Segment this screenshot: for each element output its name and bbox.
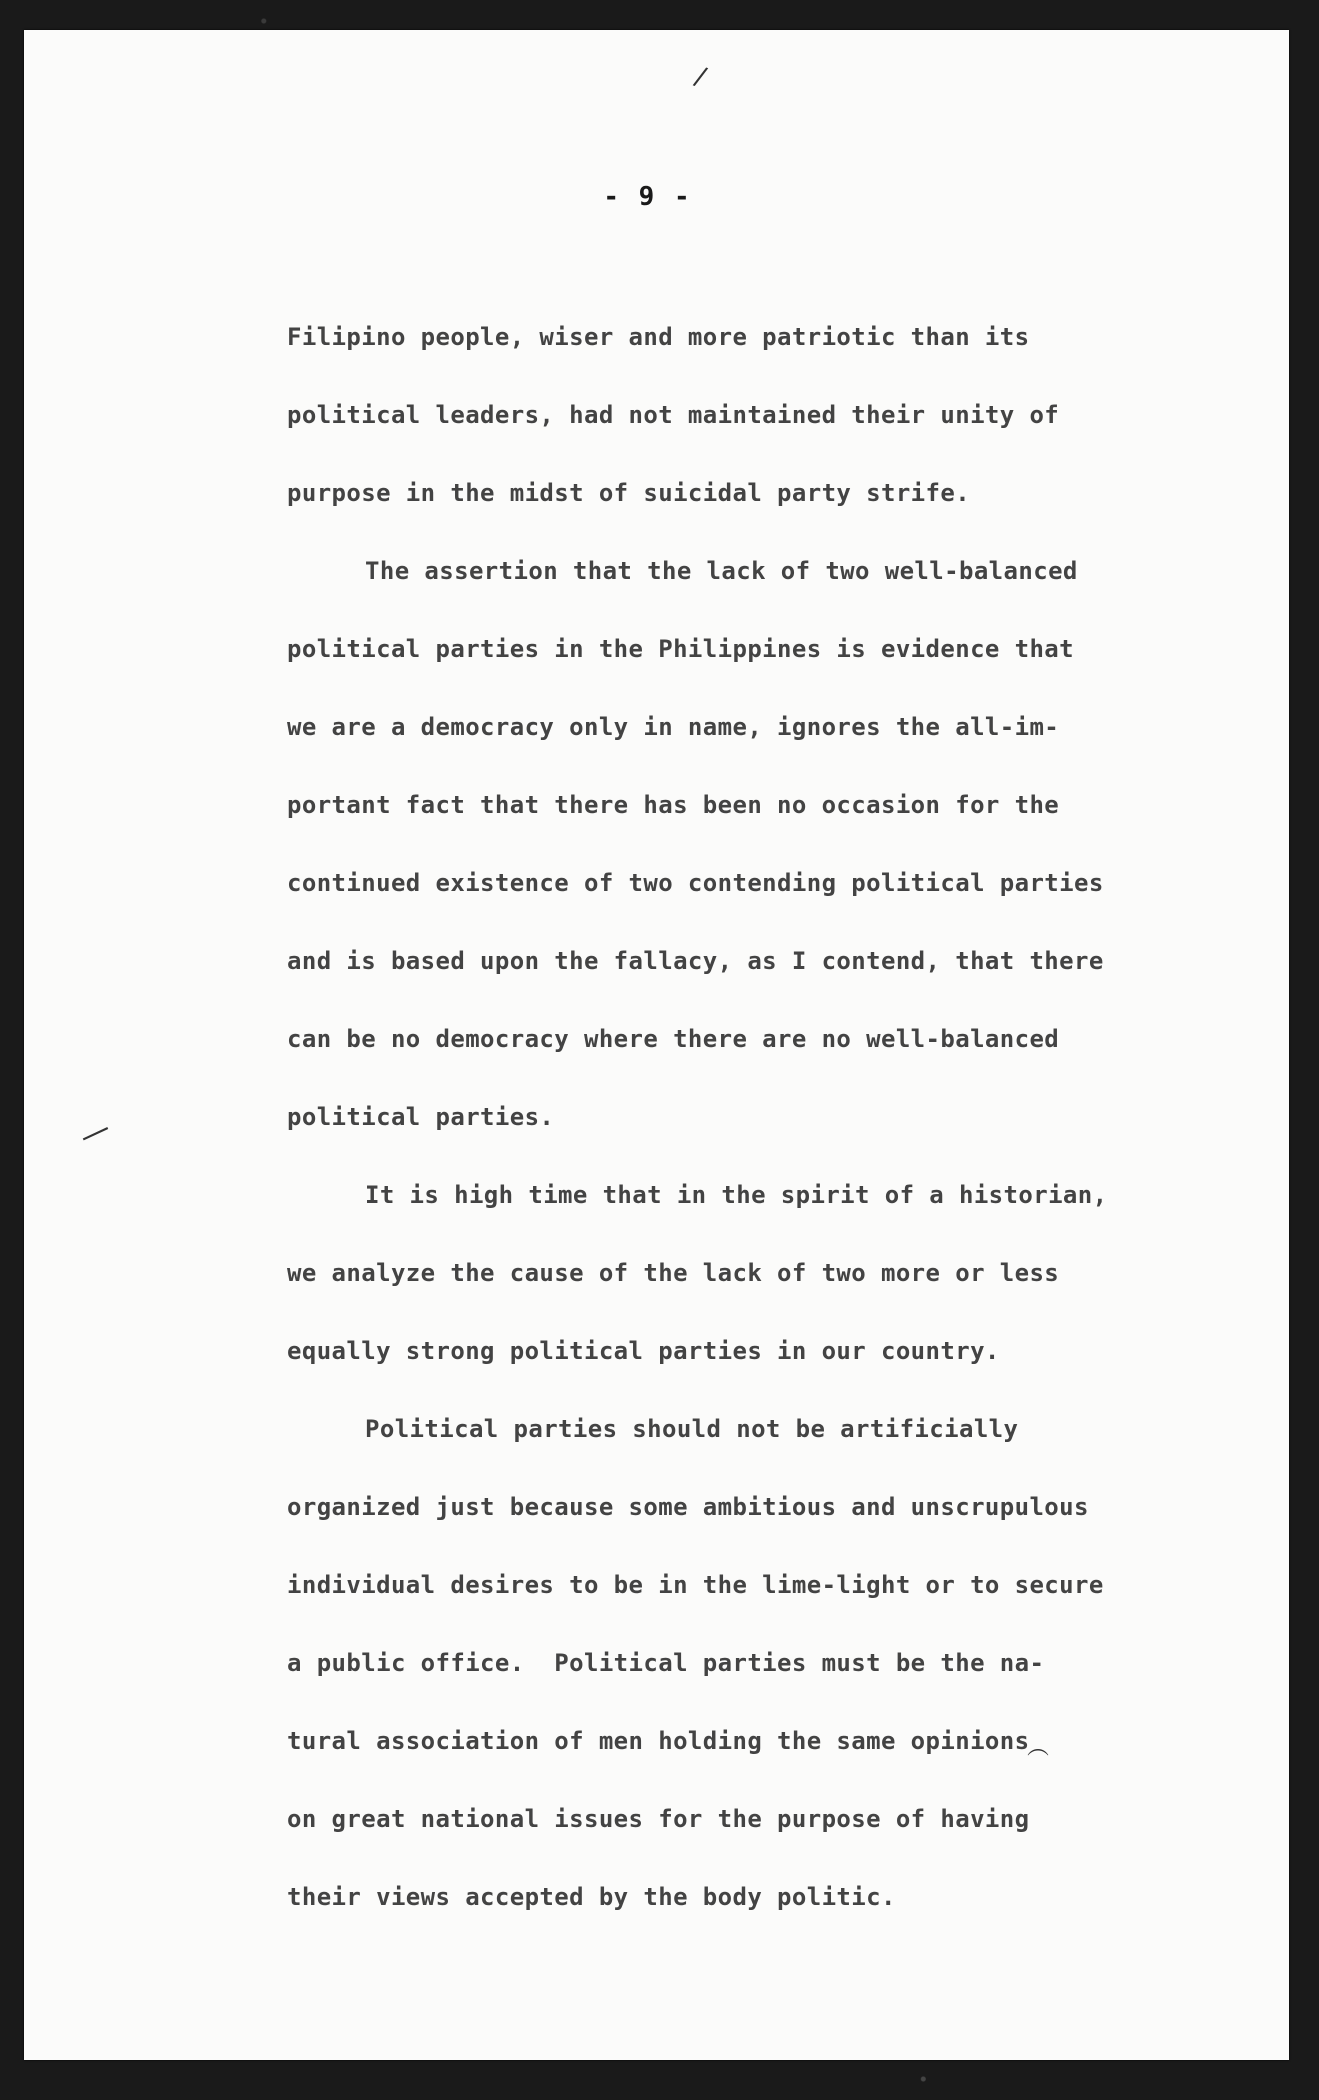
text-line: on great national issues for the purpose of having	[287, 1805, 1030, 1833]
paragraph-first-line: Political parties should not be artificially	[365, 1415, 1019, 1443]
document-page	[24, 30, 1289, 2060]
body-text	[287, 312, 1187, 1950]
text-line: can be no democracy where there are no well-balanced	[287, 1025, 1060, 1053]
text-line: organized just because some ambitious and unscrupulous	[287, 1493, 1089, 1521]
page-number: - 9 -	[603, 182, 692, 212]
margin-tick-mark: /	[691, 61, 710, 93]
text-line: portant fact that there has been no occasion for the	[287, 791, 1060, 819]
text-line: Filipino people, wiser and more patriotic than its	[287, 323, 1030, 351]
text-line: equally strong political parties in our country.	[287, 1337, 1000, 1365]
text-line: political leaders, had not maintained their unity of	[287, 401, 1060, 429]
text-line: we analyze the cause of the lack of two more or less	[287, 1259, 1060, 1287]
text-line: political parties.	[287, 1103, 555, 1131]
margin-dash-mark: —	[74, 1110, 116, 1155]
text-line: political parties in the Philippines is evidence that	[287, 635, 1075, 663]
text-line: tural association of men holding the same opinions	[287, 1727, 1030, 1755]
paragraph-first-line: The assertion that the lack of two well-balanced	[365, 557, 1078, 585]
text-line: and is based upon the fallacy, as I contend, that there	[287, 947, 1104, 975]
text-line: their views accepted by the body politic.	[287, 1883, 896, 1911]
text-line: we are a democracy only in name, ignores the all-im-	[287, 713, 1060, 741]
paragraph-first-line: It is high time that in the spirit of a historian,	[365, 1181, 1108, 1209]
correction-caret-mark: ︵	[1027, 1735, 1050, 1760]
text-line: purpose in the midst of suicidal party strife.	[287, 479, 971, 507]
text-line: a public office. Political parties must be the na-	[287, 1649, 1045, 1677]
text-line: individual desires to be in the lime-light or to secure	[287, 1571, 1104, 1599]
text-line: continued existence of two contending political parties	[287, 869, 1104, 897]
